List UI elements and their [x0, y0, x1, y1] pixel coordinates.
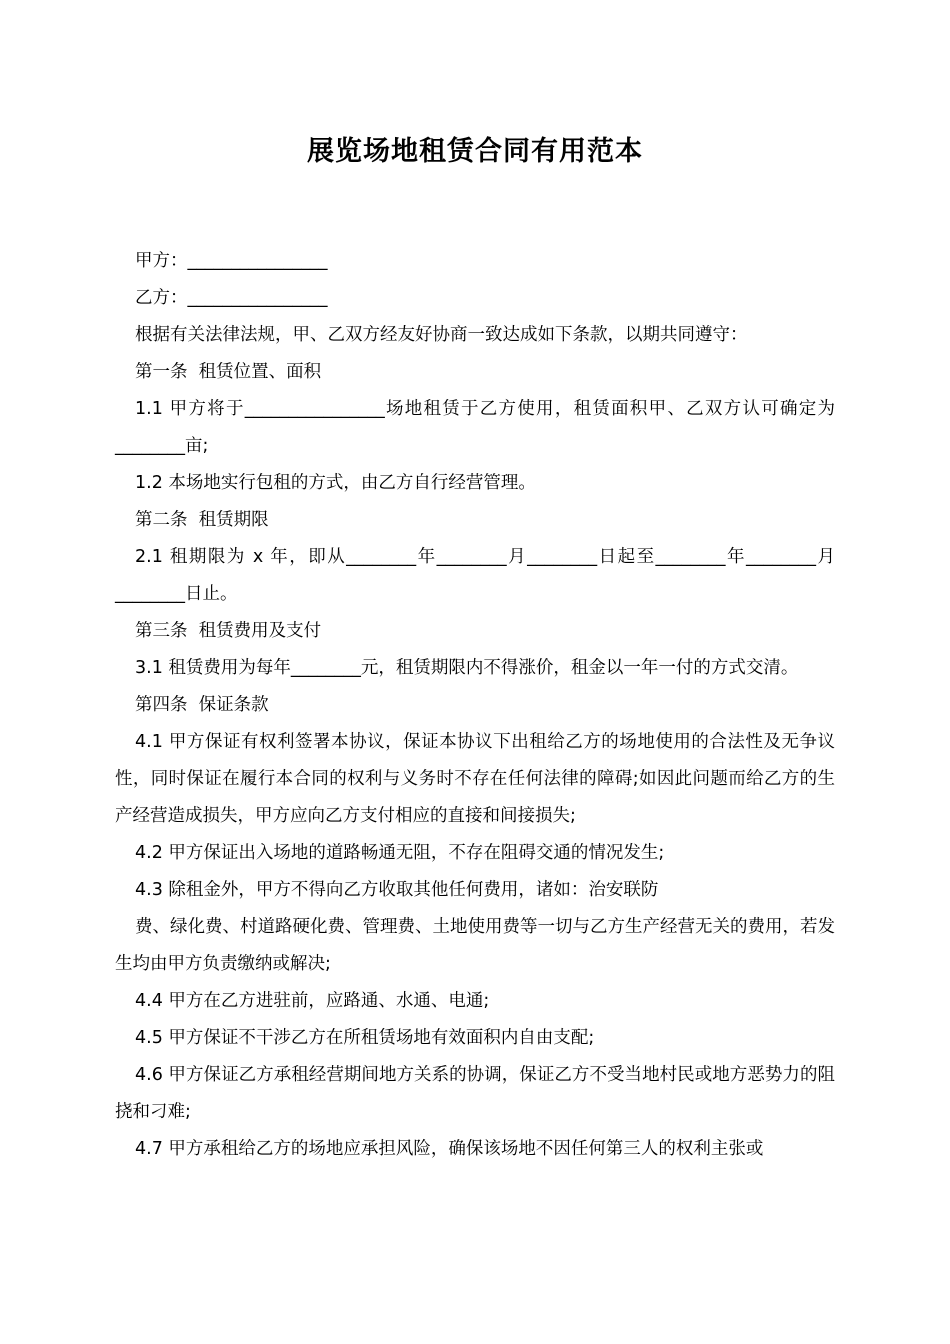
- paragraph: 4.4 甲方在乙方进驻前，应路通、水通、电通;: [135, 991, 490, 1011]
- document-body: [115, 243, 835, 1168]
- paragraph: 1.2 本场地实行包租的方式，由乙方自行经营管理。: [135, 473, 536, 493]
- paragraph: 1.1 甲方将于________________场地租赁于乙方使用，租赁面积甲、乙双方认可确定为________亩;: [115, 399, 835, 456]
- paragraph: 4.7 甲方承租给乙方的场地应承担风险，确保该场地不因任何第三人的权利主张或: [135, 1139, 764, 1159]
- paragraph: 第二条 租赁期限: [135, 510, 269, 530]
- paragraph: 甲方：________________: [135, 251, 328, 271]
- paragraph: 费、绿化费、村道路硬化费、管理费、土地使用费等一切与乙方生产经营无关的费用，若发生均由甲方负责缴纳或解决;: [115, 917, 835, 974]
- paragraph: 4.2 甲方保证出入场地的道路畅通无阻，不存在阻碍交通的情况发生;: [135, 843, 665, 863]
- document-title: 展览场地租赁合同有用范本: [307, 136, 643, 167]
- paragraph: 第三条 租赁费用及支付: [135, 621, 322, 641]
- paragraph: 4.5 甲方保证不干涉乙方在所租赁场地有效面积内自由支配;: [135, 1028, 595, 1048]
- paragraph: 第一条 租赁位置、面积: [135, 362, 322, 382]
- paragraph: 乙方：________________: [135, 288, 328, 308]
- paragraph: 4.1 甲方保证有权利签署本协议，保证本协议下出租给乙方的场地使用的合法性及无争议性，同时保证在履行本合同的权利与义务时不存在任何法律的障碍;如因此问题而给乙方的生产经营造成损失，甲方应向乙方支付相应的直接和间接损失;: [115, 732, 835, 826]
- paragraph: 3.1 租赁费用为每年________元，租赁期限内不得涨价，租金以一年一付的方式交清。: [135, 658, 799, 678]
- paragraph: 第四条 保证条款: [135, 695, 269, 715]
- paragraph: 根据有关法律法规，甲、乙双方经友好协商一致达成如下条款，以期共同遵守：: [135, 325, 748, 345]
- paragraph: 4.3 除租金外，甲方不得向乙方收取其他任何费用，诸如：治安联防: [135, 880, 659, 900]
- paragraph: 2.1 租期限为 x 年，即从________年________月________日起至________年________月________日止。: [115, 547, 835, 604]
- paragraph: 4.6 甲方保证乙方承租经营期间地方关系的协调，保证乙方不受当地村民或地方恶势力的阻挠和刁难;: [115, 1065, 836, 1122]
